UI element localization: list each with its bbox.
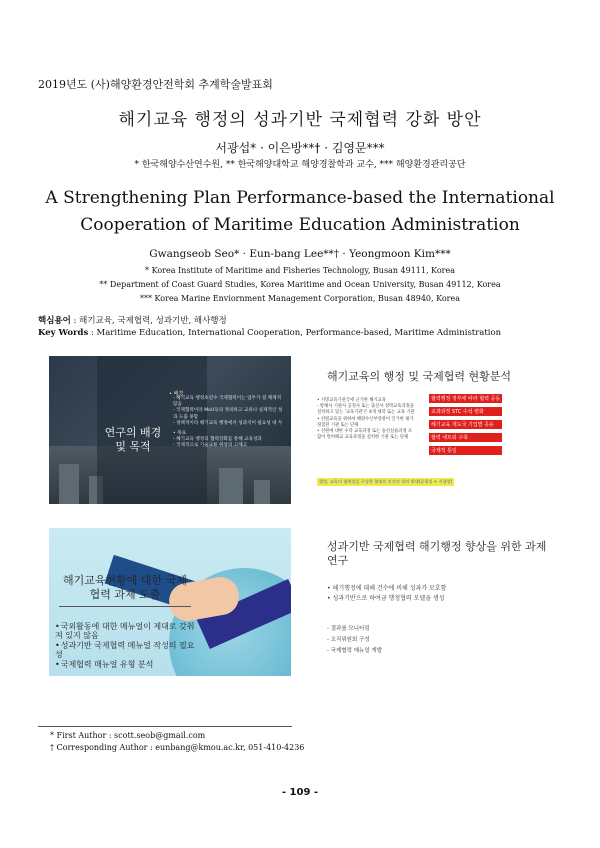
- panel3-title: 해기교육현황에 대한 국제협력 과제 도출: [63, 574, 187, 601]
- panel2-bullets: [317, 398, 417, 441]
- list-item: • 성과기반으로 하여금 행정협력 모델을 생성: [327, 594, 446, 604]
- background-purpose-panel: [49, 356, 291, 504]
- list-item: - 국제협력이라 MoU등의 정의하고 교류나 실제적인 성 과 도출 못함: [173, 408, 283, 420]
- highlight-item: 국제적 통일: [429, 446, 502, 455]
- footnote-first-author: * First Author : scott.seob@gmail.com: [50, 731, 206, 740]
- list-item: • 목표: [173, 431, 187, 437]
- list-item: • 국제협력 매뉴얼 유형 분석: [55, 660, 195, 669]
- list-item: • 국외활동에 대한 메뉴얼이 제대로 갖춰져 있지 않음: [55, 622, 195, 640]
- panel4-sublist: [327, 624, 382, 657]
- list-item: - 결과를 모니터링: [327, 626, 370, 632]
- korean-authors: 서광섭* · 이은방**† · 김영문***: [215, 141, 385, 155]
- keywords-english-text: : Maritime Education, International Cooperation, Performance-based, Maritime Administration: [88, 328, 502, 338]
- keywords-english: [38, 328, 501, 338]
- divider: [59, 606, 191, 607]
- list-item: • 선원에 대한 수학 교육과정 또는 승선실습과정 포 함이 면허해교 교육과정을 설치한 기관 또는 단체: [317, 429, 413, 441]
- highlight-item: 협력행정 정부에 따라 협력 공동: [431, 396, 501, 402]
- english-affiliation-3: *** Korea Marine Enviornment Management Corporation, Busan 48940, Korea: [140, 294, 460, 303]
- task-derivation-panel: [49, 528, 291, 676]
- list-item: - 해기교육 행정의 협력강화를 통해 교육성과: [173, 437, 262, 443]
- english-affiliation-2: ** Department of Coast Guard Studies, Korea Maritime and Ocean University, Busan 49112, Korea: [99, 280, 501, 289]
- list-item: • 해기행정에 대해 건수에 비해 성과가 모호함: [327, 584, 446, 594]
- list-item: • 선원교육을 위하여 해양수산부장관이 인가한 평가 경험된 기관 또는 단체: [317, 416, 414, 428]
- panel2-title: 해기교육의 행정 및 국제협력 현황분석: [327, 370, 512, 383]
- keywords-korean-label: 핵심용어: [38, 316, 71, 326]
- footnote-corresponding-author: † Corresponding Author : eunbang@kmou.ac.kr, 051-410-4236: [50, 743, 305, 752]
- english-title: A Strengthening Plan Performance-based the International Cooperation of Maritime Education Administration: [45, 188, 555, 235]
- highlight-item: 협력 네트워 구축: [429, 433, 502, 442]
- list-item: - 정책적이라 해기교육 행정에서 성과지이 필요성 대 두: [173, 420, 283, 426]
- panel4-title: 성과기반 국제협력 해기행정 향상을 위한 과제 연구: [327, 540, 547, 567]
- list-item: - 국제적으로 기술교류 위상의 고제고: [173, 443, 248, 449]
- keywords-korean-text: : 해기교육, 국제협력, 성과기반, 해사행정: [70, 316, 227, 326]
- panel4-bullets: [327, 584, 446, 604]
- panel3-bullets: [55, 622, 195, 670]
- keywords-english-label: Key Words: [38, 328, 89, 338]
- highlight-item: 해기교육 개도국 기업별 공유: [429, 420, 502, 429]
- keywords-korean: [38, 314, 227, 326]
- highlight-list: [429, 394, 502, 459]
- english-affiliation-1: * Korea Institute of Maritime and Fisheries Technology, Busan 49111, Korea: [145, 266, 455, 275]
- list-item: - 국제협력 매뉴얼 개발: [327, 648, 383, 654]
- panel1-bullets: [173, 396, 285, 450]
- list-item: • 지방교육기관국에 근거한 해기교육: [317, 398, 386, 403]
- conference-header: 2019년도 (사)해양환경안전학회 추계학술발표회: [38, 78, 273, 91]
- panel1-title: 연구의 배경 및 목적: [104, 426, 162, 453]
- list-item: • 성과기반 국제협력 메뉴얼 작성의 필요성: [55, 641, 195, 659]
- korean-affiliations: * 한국해양수산연수원, ** 한국해양대학교 해양경찰학과 교수, *** 해양환경관리공단: [134, 160, 466, 170]
- status-analysis-panel: [309, 356, 551, 504]
- english-authors: Gwangseob Seo* · Eun-bang Lee**† · Yeongmoon Kim***: [149, 248, 451, 260]
- research-panel: [309, 528, 551, 676]
- list-item: - 항해사 기관사 공정사 또는 출신사 정박교육과정을 설치하고 있는 '교육기관'은 4개 대학 또는 교육 기관: [317, 404, 415, 416]
- page-number: - 109 -: [281, 787, 319, 798]
- panel2-note: 행정, 교육의 협력성을 구성한 협정의 인간의 학의 방대(공평성 + 시행성): [319, 479, 453, 484]
- korean-title: 해기교육 행정의 성과기반 국제협력 강화 방안: [118, 110, 482, 130]
- highlight-item: 교과과정 STC 수석 변화: [429, 407, 502, 416]
- footnote-divider: [38, 726, 292, 727]
- panel1-heading: • 배경: [169, 391, 184, 397]
- list-item: - 조직위원회 구성: [327, 637, 370, 643]
- list-item: - 해기교육 행정초연수 국제협력이는 업무가 점 체계적 않음: [173, 396, 282, 408]
